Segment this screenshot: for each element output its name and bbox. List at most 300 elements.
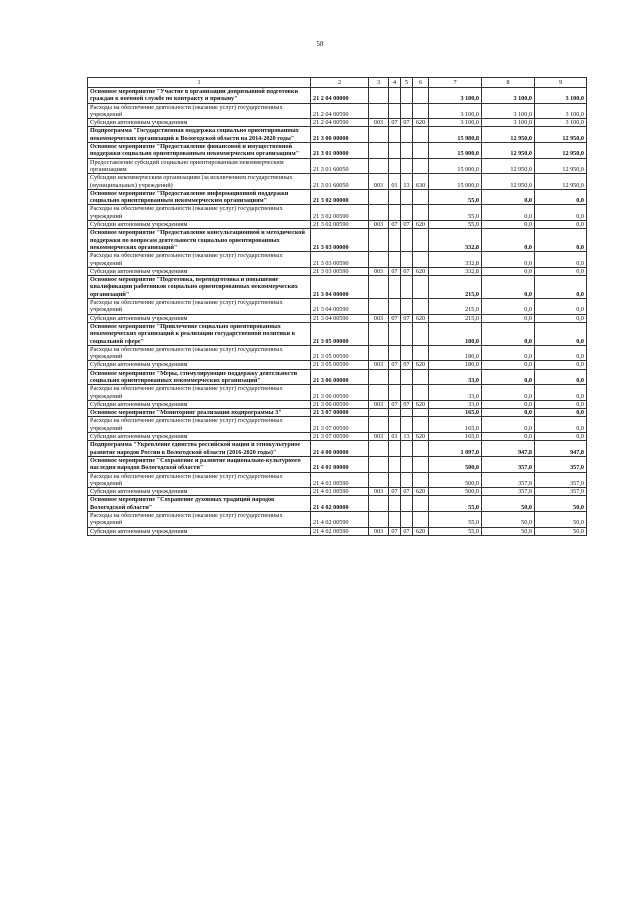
- section-code-cell: 01: [389, 174, 401, 190]
- section-code-cell: [389, 345, 401, 361]
- subsection-code-cell: [401, 252, 413, 268]
- expense-type-cell: [413, 409, 429, 417]
- subsection-code-cell: [401, 417, 413, 433]
- amount-year3-cell: 0,0: [535, 267, 587, 275]
- row-name-cell: Основное мероприятие "Предоставление консультационной и методической поддержки по вопросам деятельности социально ориентированных некоммерческих организаций": [88, 229, 311, 252]
- target-code-cell: 21 3 02 00000: [311, 189, 369, 205]
- amount-year2-cell: 0,0: [482, 189, 535, 205]
- amount-year1-cell: 332,8: [429, 252, 482, 268]
- ministry-code-cell: [369, 229, 389, 252]
- amount-year2-cell: 0,0: [482, 385, 535, 401]
- target-code-cell: 21 2 04 00000: [311, 88, 369, 104]
- amount-year1-cell: 55,0: [429, 205, 482, 221]
- amount-year1-cell: 215,0: [429, 314, 482, 322]
- ministry-code-cell: [369, 88, 389, 104]
- section-code-cell: 07: [389, 400, 401, 408]
- ministry-code-cell: 003: [369, 400, 389, 408]
- table-row: [88, 496, 587, 512]
- budget-table: [87, 77, 587, 536]
- table-row: [88, 409, 587, 417]
- ministry-code-cell: [369, 496, 389, 512]
- ministry-code-cell: [369, 456, 389, 472]
- target-code-cell: 21 3 03 00590: [311, 252, 369, 268]
- table-row: [88, 314, 587, 322]
- subsection-code-cell: 07: [401, 314, 413, 322]
- amount-year2-cell: 0,0: [482, 361, 535, 369]
- subsection-code-cell: [401, 143, 413, 159]
- target-code-cell: 21 3 05 00590: [311, 361, 369, 369]
- amount-year2-cell: 0,0: [482, 252, 535, 268]
- expense-type-cell: [413, 345, 429, 361]
- table-row: [88, 417, 587, 433]
- section-code-cell: [389, 496, 401, 512]
- row-name-cell: Расходы на обеспечение деятельности (оказание услуг) государственных учреждений: [88, 385, 311, 401]
- page-number: 58: [316, 40, 324, 48]
- ministry-code-cell: 003: [369, 221, 389, 229]
- table-row: [88, 267, 587, 275]
- table-row: [88, 472, 587, 488]
- amount-year2-cell: 12 950,0: [482, 143, 535, 159]
- subsection-code-cell: 07: [401, 527, 413, 535]
- target-code-cell: 21 3 04 00590: [311, 299, 369, 315]
- target-code-cell: 21 3 01 00000: [311, 143, 369, 159]
- subsection-code-cell: 07: [401, 221, 413, 229]
- subsection-code-cell: [401, 322, 413, 345]
- amount-year2-cell: 0,0: [482, 417, 535, 433]
- expense-type-cell: 620: [413, 119, 429, 127]
- amount-year3-cell: 0,0: [535, 229, 587, 252]
- ministry-code-cell: [369, 409, 389, 417]
- row-name-cell: Расходы на обеспечение деятельности (оказание услуг) государственных учреждений: [88, 417, 311, 433]
- table-row: [88, 345, 587, 361]
- amount-year3-cell: 50,0: [535, 512, 587, 528]
- amount-year2-cell: 0,0: [482, 433, 535, 441]
- row-name-cell: Расходы на обеспечение деятельности (оказание услуг) государственных учреждений: [88, 252, 311, 268]
- amount-year3-cell: 0,0: [535, 189, 587, 205]
- row-name-cell: Основное мероприятие "Подготовка, переподготовка и повышение квалификации работников социально ориентированных некоммерческих организаций": [88, 276, 311, 299]
- amount-year1-cell: 55,0: [429, 527, 482, 535]
- expense-type-cell: [413, 496, 429, 512]
- ministry-code-cell: [369, 127, 389, 143]
- expense-type-cell: [413, 299, 429, 315]
- amount-year2-cell: 0,0: [482, 205, 535, 221]
- target-code-cell: 21 4 01 00000: [311, 456, 369, 472]
- section-code-cell: [389, 299, 401, 315]
- column-header: 4: [389, 78, 401, 88]
- expense-type-cell: 620: [413, 488, 429, 496]
- amount-year1-cell: 55,0: [429, 496, 482, 512]
- amount-year3-cell: 50,0: [535, 496, 587, 512]
- ministry-code-cell: 003: [369, 527, 389, 535]
- table-row: [88, 456, 587, 472]
- amount-year3-cell: 12 950,0: [535, 158, 587, 174]
- subsection-code-cell: [401, 299, 413, 315]
- ministry-code-cell: [369, 276, 389, 299]
- ministry-code-cell: 003: [369, 174, 389, 190]
- amount-year3-cell: 357,0: [535, 488, 587, 496]
- column-header: 7: [429, 78, 482, 88]
- amount-year1-cell: 165,0: [429, 409, 482, 417]
- amount-year1-cell: 15 000,0: [429, 174, 482, 190]
- amount-year1-cell: 15 000,0: [429, 143, 482, 159]
- ministry-code-cell: [369, 143, 389, 159]
- table-row: [88, 299, 587, 315]
- section-code-cell: [389, 127, 401, 143]
- subsection-code-cell: 07: [401, 400, 413, 408]
- row-name-cell: Расходы на обеспечение деятельности (оказание услуг) государственных учреждений: [88, 299, 311, 315]
- target-code-cell: 21 3 06 00590: [311, 385, 369, 401]
- expense-type-cell: [413, 385, 429, 401]
- table-row: [88, 441, 587, 457]
- expense-type-cell: [413, 512, 429, 528]
- row-name-cell: Субсидии автономным учреждениям: [88, 267, 311, 275]
- amount-year3-cell: 3 100,0: [535, 119, 587, 127]
- ministry-code-cell: [369, 472, 389, 488]
- target-code-cell: 21 2 04 00590: [311, 103, 369, 119]
- expense-type-cell: [413, 103, 429, 119]
- row-name-cell: Субсидии некоммерческим организациям (за исключением государственных (муниципальных) учреждений): [88, 174, 311, 190]
- ministry-code-cell: 003: [369, 361, 389, 369]
- amount-year3-cell: 0,0: [535, 400, 587, 408]
- amount-year1-cell: 500,0: [429, 472, 482, 488]
- amount-year2-cell: 357,0: [482, 456, 535, 472]
- amount-year2-cell: 12 950,0: [482, 127, 535, 143]
- amount-year2-cell: 0,0: [482, 299, 535, 315]
- expense-type-cell: [413, 441, 429, 457]
- row-name-cell: Субсидии автономным учреждениям: [88, 221, 311, 229]
- subsection-code-cell: [401, 472, 413, 488]
- amount-year3-cell: 0,0: [535, 433, 587, 441]
- target-code-cell: 21 4 02 00590: [311, 527, 369, 535]
- row-name-cell: Основное мероприятие "Предоставление информационной поддержки социально ориентированным некоммерческим организациям": [88, 189, 311, 205]
- subsection-code-cell: 13: [401, 174, 413, 190]
- section-code-cell: [389, 417, 401, 433]
- amount-year1-cell: 55,0: [429, 221, 482, 229]
- amount-year3-cell: 0,0: [535, 409, 587, 417]
- subsection-code-cell: [401, 88, 413, 104]
- ministry-code-cell: [369, 158, 389, 174]
- ministry-code-cell: 003: [369, 314, 389, 322]
- section-code-cell: [389, 472, 401, 488]
- section-code-cell: [389, 143, 401, 159]
- row-name-cell: Субсидии автономным учреждениям: [88, 314, 311, 322]
- subsection-code-cell: [401, 103, 413, 119]
- amount-year2-cell: 0,0: [482, 322, 535, 345]
- table-row: [88, 119, 587, 127]
- target-code-cell: 21 3 04 00590: [311, 314, 369, 322]
- subsection-code-cell: [401, 385, 413, 401]
- table-row: [88, 88, 587, 104]
- amount-year1-cell: 3 100,0: [429, 88, 482, 104]
- amount-year1-cell: 15 000,0: [429, 158, 482, 174]
- amount-year3-cell: 12 950,0: [535, 143, 587, 159]
- column-header: 1: [88, 78, 311, 88]
- amount-year3-cell: 3 100,0: [535, 88, 587, 104]
- section-code-cell: 01: [389, 433, 401, 441]
- row-name-cell: Расходы на обеспечение деятельности (оказание услуг) государственных учреждений: [88, 345, 311, 361]
- subsection-code-cell: 07: [401, 361, 413, 369]
- expense-type-cell: [413, 88, 429, 104]
- amount-year2-cell: 3 100,0: [482, 103, 535, 119]
- ministry-code-cell: [369, 512, 389, 528]
- amount-year1-cell: 55,0: [429, 189, 482, 205]
- target-code-cell: 21 3 04 00000: [311, 276, 369, 299]
- row-name-cell: Субсидии автономным учреждениям: [88, 400, 311, 408]
- expense-type-cell: [413, 369, 429, 385]
- amount-year1-cell: 500,0: [429, 488, 482, 496]
- amount-year1-cell: 180,0: [429, 361, 482, 369]
- amount-year3-cell: 50,0: [535, 527, 587, 535]
- expense-type-cell: 620: [413, 527, 429, 535]
- table-row: [88, 400, 587, 408]
- amount-year1-cell: 33,0: [429, 400, 482, 408]
- amount-year1-cell: 1 097,0: [429, 441, 482, 457]
- target-code-cell: 21 3 05 00590: [311, 345, 369, 361]
- target-code-cell: 21 3 03 00000: [311, 229, 369, 252]
- expense-type-cell: [413, 252, 429, 268]
- table-row: [88, 221, 587, 229]
- amount-year1-cell: 215,0: [429, 276, 482, 299]
- subsection-code-cell: [401, 127, 413, 143]
- ministry-code-cell: [369, 369, 389, 385]
- amount-year3-cell: 0,0: [535, 299, 587, 315]
- row-name-cell: Субсидии автономным учреждениям: [88, 119, 311, 127]
- section-code-cell: [389, 229, 401, 252]
- ministry-code-cell: [369, 322, 389, 345]
- expense-type-cell: [413, 276, 429, 299]
- amount-year1-cell: 55,0: [429, 512, 482, 528]
- section-code-cell: [389, 456, 401, 472]
- row-name-cell: Субсидии автономным учреждениям: [88, 361, 311, 369]
- subsection-code-cell: 07: [401, 488, 413, 496]
- column-header: 6: [413, 78, 429, 88]
- amount-year3-cell: 0,0: [535, 322, 587, 345]
- subsection-code-cell: [401, 369, 413, 385]
- target-code-cell: 21 4 01 00590: [311, 472, 369, 488]
- target-code-cell: 21 3 03 00590: [311, 267, 369, 275]
- expense-type-cell: 620: [413, 400, 429, 408]
- table-header-row: [88, 78, 587, 88]
- table-row: [88, 433, 587, 441]
- subsection-code-cell: [401, 205, 413, 221]
- expense-type-cell: [413, 158, 429, 174]
- amount-year2-cell: 0,0: [482, 369, 535, 385]
- row-name-cell: Расходы на обеспечение деятельности (оказание услуг) государственных учреждений: [88, 512, 311, 528]
- amount-year1-cell: 3 100,0: [429, 103, 482, 119]
- amount-year1-cell: 180,0: [429, 345, 482, 361]
- amount-year2-cell: 50,0: [482, 496, 535, 512]
- target-code-cell: 21 3 07 00000: [311, 409, 369, 417]
- amount-year3-cell: 0,0: [535, 276, 587, 299]
- subsection-code-cell: 07: [401, 119, 413, 127]
- amount-year3-cell: 12 950,0: [535, 127, 587, 143]
- section-code-cell: [389, 276, 401, 299]
- amount-year1-cell: 500,0: [429, 456, 482, 472]
- row-name-cell: Основное мероприятие "Мониторинг реализации подпрограммы 3": [88, 409, 311, 417]
- table-row: [88, 174, 587, 190]
- section-code-cell: [389, 88, 401, 104]
- expense-type-cell: 620: [413, 221, 429, 229]
- subsection-code-cell: [401, 441, 413, 457]
- amount-year2-cell: 50,0: [482, 512, 535, 528]
- subsection-code-cell: [401, 229, 413, 252]
- subsection-code-cell: [401, 189, 413, 205]
- section-code-cell: [389, 441, 401, 457]
- row-name-cell: Расходы на обеспечение деятельности (оказание услуг) государственных учреждений: [88, 205, 311, 221]
- amount-year2-cell: 12 950,0: [482, 174, 535, 190]
- row-name-cell: Основное мероприятие "Привлечение социально ориентированных некоммерческих организаций к реализации государственной политики в социальной сфере": [88, 322, 311, 345]
- expense-type-cell: [413, 417, 429, 433]
- row-name-cell: Основное мероприятие "Сохранение духовных традиций народов Вологодской области": [88, 496, 311, 512]
- expense-type-cell: 630: [413, 174, 429, 190]
- amount-year3-cell: 0,0: [535, 417, 587, 433]
- table-row: [88, 205, 587, 221]
- subsection-code-cell: [401, 409, 413, 417]
- amount-year3-cell: 3 100,0: [535, 103, 587, 119]
- section-code-cell: [389, 385, 401, 401]
- row-name-cell: Основное мероприятие "Сохранение и развитие национально-культурного наследия народов Вологодской области": [88, 456, 311, 472]
- amount-year1-cell: 33,0: [429, 369, 482, 385]
- expense-type-cell: 620: [413, 433, 429, 441]
- section-code-cell: 07: [389, 361, 401, 369]
- amount-year2-cell: 947,8: [482, 441, 535, 457]
- row-name-cell: Основное мероприятие "Предоставление финансовой и имущественной поддержки социально ориентированным некоммерческим организациям": [88, 143, 311, 159]
- target-code-cell: 21 3 01 60050: [311, 174, 369, 190]
- column-header: 2: [311, 78, 369, 88]
- expense-type-cell: [413, 143, 429, 159]
- section-code-cell: [389, 409, 401, 417]
- amount-year2-cell: 3 100,0: [482, 88, 535, 104]
- section-code-cell: [389, 189, 401, 205]
- row-name-cell: Расходы на обеспечение деятельности (оказание услуг) государственных учреждений: [88, 472, 311, 488]
- amount-year3-cell: 0,0: [535, 369, 587, 385]
- row-name-cell: Подпрограмма "Укрепление единства российской нации и этнокультурное развитие народов России в Вологодской области (2016-2020 годы)": [88, 441, 311, 457]
- amount-year3-cell: 0,0: [535, 252, 587, 268]
- target-code-cell: 21 4 02 00590: [311, 512, 369, 528]
- section-code-cell: 07: [389, 221, 401, 229]
- amount-year2-cell: 357,0: [482, 488, 535, 496]
- amount-year3-cell: 12 950,0: [535, 174, 587, 190]
- amount-year3-cell: 0,0: [535, 205, 587, 221]
- table-row: [88, 512, 587, 528]
- amount-year3-cell: 0,0: [535, 221, 587, 229]
- subsection-code-cell: [401, 276, 413, 299]
- table-row: [88, 158, 587, 174]
- subsection-code-cell: [401, 158, 413, 174]
- amount-year1-cell: 215,0: [429, 299, 482, 315]
- target-code-cell: 21 4 00 00000: [311, 441, 369, 457]
- ministry-code-cell: 003: [369, 433, 389, 441]
- ministry-code-cell: 003: [369, 267, 389, 275]
- amount-year1-cell: 180,0: [429, 322, 482, 345]
- expense-type-cell: [413, 472, 429, 488]
- row-name-cell: Основное мероприятие "Участие в организации допризывной подготовки граждан к военной службе по контракту и призыву": [88, 88, 311, 104]
- target-code-cell: 21 3 07 00590: [311, 433, 369, 441]
- section-code-cell: [389, 205, 401, 221]
- amount-year1-cell: 165,0: [429, 417, 482, 433]
- target-code-cell: 21 4 01 00590: [311, 488, 369, 496]
- amount-year2-cell: 3 100,0: [482, 119, 535, 127]
- expense-type-cell: [413, 205, 429, 221]
- ministry-code-cell: [369, 441, 389, 457]
- section-code-cell: [389, 369, 401, 385]
- ministry-code-cell: [369, 345, 389, 361]
- amount-year1-cell: 165,0: [429, 433, 482, 441]
- ministry-code-cell: 003: [369, 119, 389, 127]
- expense-type-cell: [413, 456, 429, 472]
- amount-year3-cell: 0,0: [535, 385, 587, 401]
- section-code-cell: 07: [389, 527, 401, 535]
- section-code-cell: [389, 158, 401, 174]
- amount-year2-cell: 0,0: [482, 221, 535, 229]
- amount-year2-cell: 0,0: [482, 400, 535, 408]
- table-row: [88, 189, 587, 205]
- row-name-cell: Подпрограмма "Государственная поддержка социально ориентированных некоммерческих организаций в Вологодской области на 2014-2020 годы": [88, 127, 311, 143]
- target-code-cell: 21 4 02 00000: [311, 496, 369, 512]
- amount-year1-cell: 3 100,0: [429, 119, 482, 127]
- section-code-cell: [389, 322, 401, 345]
- amount-year3-cell: 0,0: [535, 361, 587, 369]
- amount-year1-cell: 332,8: [429, 229, 482, 252]
- table-row: [88, 127, 587, 143]
- expense-type-cell: 620: [413, 361, 429, 369]
- amount-year1-cell: 332,8: [429, 267, 482, 275]
- table-row: [88, 385, 587, 401]
- amount-year1-cell: 33,0: [429, 385, 482, 401]
- expense-type-cell: [413, 189, 429, 205]
- target-code-cell: 21 3 02 00590: [311, 221, 369, 229]
- amount-year2-cell: 0,0: [482, 267, 535, 275]
- amount-year2-cell: 0,0: [482, 314, 535, 322]
- row-name-cell: Субсидии автономным учреждениям: [88, 488, 311, 496]
- amount-year2-cell: 0,0: [482, 229, 535, 252]
- subsection-code-cell: 07: [401, 267, 413, 275]
- row-name-cell: Субсидии автономным учреждениям: [88, 527, 311, 535]
- table-row: [88, 103, 587, 119]
- section-code-cell: 07: [389, 119, 401, 127]
- target-code-cell: 21 3 02 00590: [311, 205, 369, 221]
- ministry-code-cell: [369, 417, 389, 433]
- table-row: [88, 369, 587, 385]
- section-code-cell: 07: [389, 314, 401, 322]
- subsection-code-cell: [401, 456, 413, 472]
- ministry-code-cell: [369, 385, 389, 401]
- subsection-code-cell: [401, 496, 413, 512]
- table-row: [88, 143, 587, 159]
- section-code-cell: [389, 103, 401, 119]
- ministry-code-cell: [369, 299, 389, 315]
- table-row: [88, 229, 587, 252]
- target-code-cell: 21 3 07 00590: [311, 417, 369, 433]
- amount-year3-cell: 357,0: [535, 472, 587, 488]
- target-code-cell: 21 3 00 00000: [311, 127, 369, 143]
- table-row: [88, 488, 587, 496]
- expense-type-cell: [413, 127, 429, 143]
- expense-type-cell: [413, 322, 429, 345]
- ministry-code-cell: [369, 103, 389, 119]
- subsection-code-cell: 13: [401, 433, 413, 441]
- column-header: 5: [401, 78, 413, 88]
- table-row: [88, 252, 587, 268]
- expense-type-cell: 620: [413, 267, 429, 275]
- subsection-code-cell: [401, 345, 413, 361]
- target-code-cell: 21 3 05 00000: [311, 322, 369, 345]
- column-header: 8: [482, 78, 535, 88]
- ministry-code-cell: [369, 189, 389, 205]
- section-code-cell: [389, 512, 401, 528]
- amount-year3-cell: 0,0: [535, 314, 587, 322]
- amount-year1-cell: 15 980,8: [429, 127, 482, 143]
